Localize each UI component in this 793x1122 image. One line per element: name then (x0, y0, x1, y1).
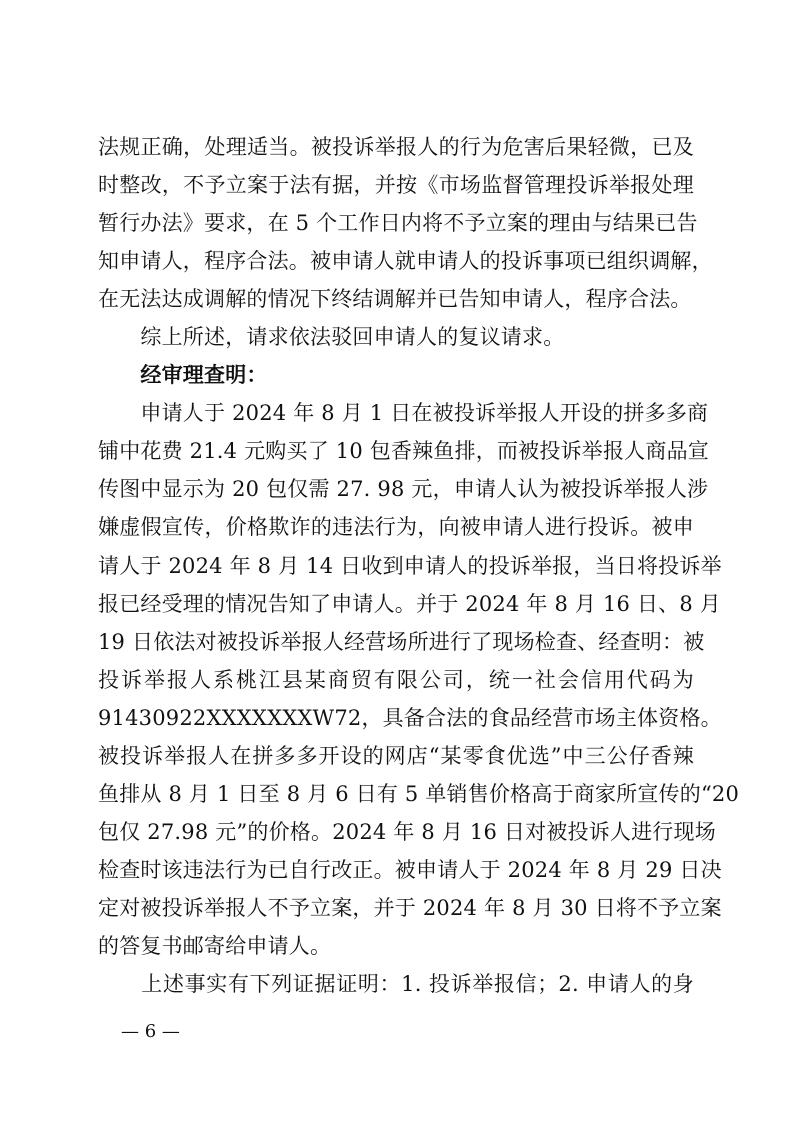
text-line: 检查时该违法行为已自行改正。被申请人于 2024 年 8 月 29 日决 (98, 858, 722, 882)
text-line: 91430922XXXXXXXW72，具备合法的食品经营市场主体资格。 (98, 706, 722, 730)
text-line: 鱼排从 8 月 1 日至 8 月 6 日有 5 单销售价格高于商家所宣传的“20 (98, 782, 740, 806)
text-line: 铺中花费 21.4 元购买了 10 包香辣鱼排，而被投诉举报人商品宣 (98, 439, 709, 463)
text-line: 传图中显示为 20 包仅需 27. 98 元，申请人认为被投诉举报人涉 (98, 477, 709, 501)
text-line: 的答复书邮寄给申请人。 (98, 934, 332, 958)
text-line: 综上所述，请求依法驳回申请人的复议请求。 (98, 325, 565, 349)
text-line: 嫌虚假宣传，价格欺诈的违法行为，向被申请人进行投诉。被申 (98, 515, 694, 539)
text-line: 被投诉举报人在拼多多开设的网店“某零食优选”中三公仔香辣 (98, 744, 694, 768)
text-line: 请人于 2024 年 8 月 14 日收到申请人的投诉举报，当日将投诉举 (98, 554, 722, 578)
text-line: 包仅 27.98 元”的价格。2024 年 8 月 16 日对被投诉人进行现场 (98, 820, 716, 844)
text-line: 投诉举报人系桃江县某商贸有限公司，统一社会信用代码为 (98, 668, 694, 692)
text-line: 法规正确，处理适当。被投诉举报人的行为危害后果轻微，已及 (98, 135, 694, 159)
text-line: 上述事实有下列证据证明：1. 投诉举报信；2. 申请人的身 (98, 972, 694, 996)
text-line: 知申请人，程序合法。被申请人就申请人的投诉事项已组织调解， (98, 249, 713, 273)
text-line: 19 日依法对被投诉举报人经营场所进行了现场检查、经查明：被 (98, 630, 705, 654)
text-line: 报已经受理的情况告知了申请人。并于 2024 年 8 月 16 日、8 月 (98, 592, 722, 616)
text-line: 暂行办法》要求，在 5 个工作日内将不予立案的理由与结果已告 (98, 211, 698, 235)
text-line: 在无法达成调解的情况下终结调解并已告知申请人，程序合法。 (98, 287, 692, 311)
section-heading: 经审理查明： (98, 362, 268, 387)
text-line: 定对被投诉举报人不予立案，并于 2024 年 8 月 30 日将不予立案 (98, 896, 722, 920)
text-line: 申请人于 2024 年 8 月 1 日在被投诉举报人开设的拼多多商 (98, 401, 709, 425)
text-line: 时整改，不予立案于法有据，并按《市场监督管理投诉举报处理 (98, 173, 694, 197)
page-number: — 6 — (121, 1021, 180, 1042)
